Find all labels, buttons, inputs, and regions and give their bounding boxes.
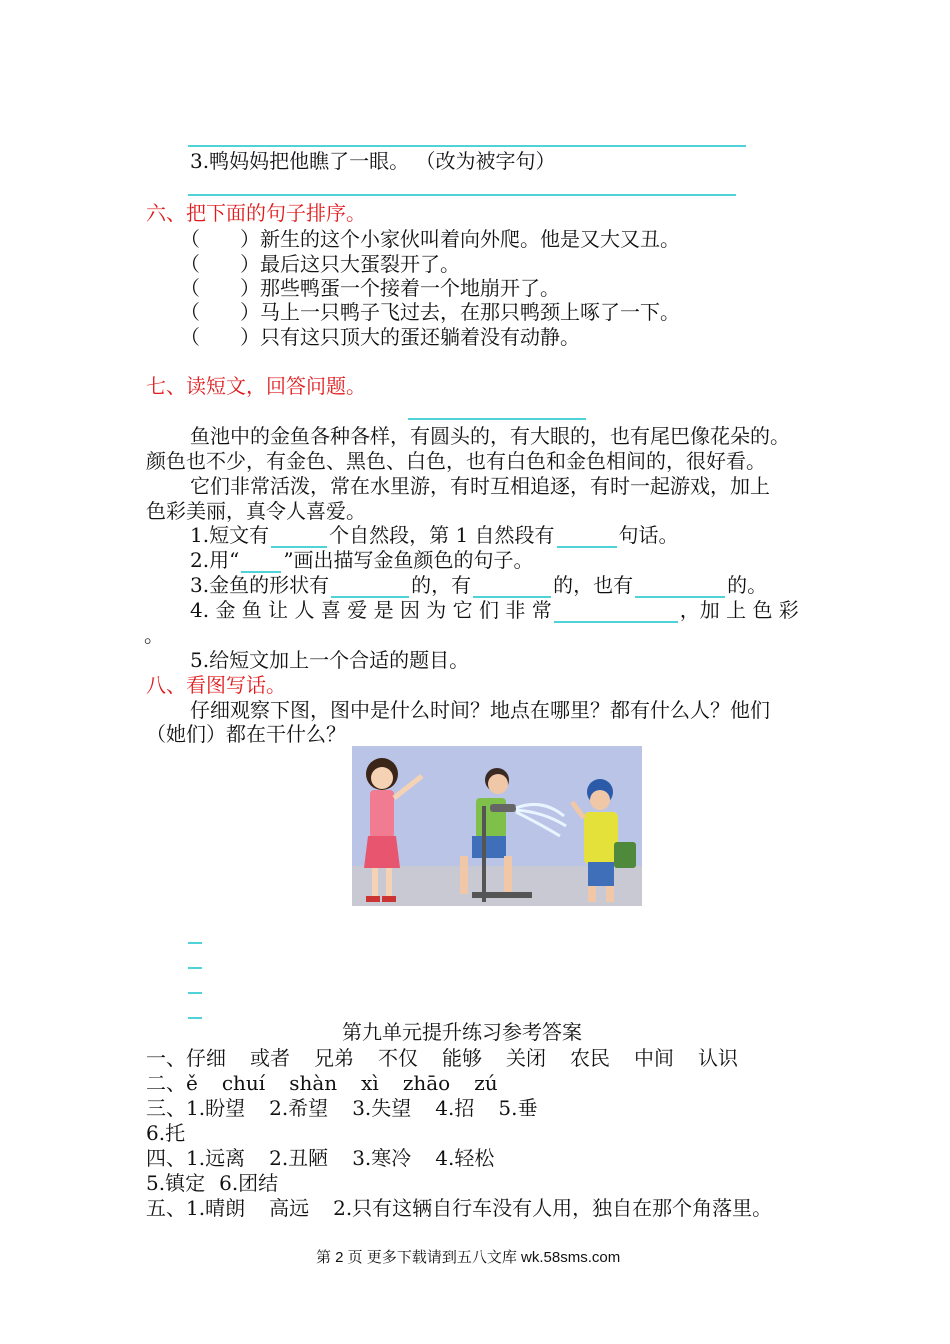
title-blank-line [408,418,586,420]
question-3 [190,572,767,598]
answer-word: 或者 [250,1046,290,1070]
answer-row-3b: 6.托 [146,1121,186,1145]
answer-item: 4.轻松 [435,1146,495,1170]
answer-item: 2.希望 [269,1096,329,1120]
q1-blank-2[interactable] [557,526,617,548]
answer-word: 仔细 [186,1046,226,1070]
order-item: （ ）那些鸭蛋一个接着一个地崩开了。 [180,276,560,300]
section8-prompt-line1: 仔细观察下图，图中是什么时间？地点在哪里？都有什么人？他们 [190,698,770,722]
pinyin: shàn [289,1071,338,1095]
answer-word: 中间 [634,1046,674,1070]
q1-blank-1[interactable] [271,526,327,548]
answer-item: 五、1.晴朗 [146,1196,246,1220]
question-1 [190,522,679,548]
answer-word: 能够 [442,1046,482,1070]
q2-blank[interactable] [241,551,281,573]
answer-row-2 [146,1070,498,1096]
answer-line-2 [188,194,736,196]
section5-q3: 3.鸭妈妈把他瞧了一眼。 （改为被字句） [190,149,556,173]
passage-p1-line2: 颜色也不少，有金色、黑色、白色，也有白色和金色相间的，很好看。 [146,449,766,473]
q3-text-b: 的，有 [411,573,472,597]
q3-text-c: 的，也有 [553,573,634,597]
answer-item: 2.只有这辆自行车没有人用，独自在那个角落里。 [333,1196,773,1220]
pinyin: ě [186,1071,198,1095]
q3-blank-3[interactable] [635,576,725,598]
answer-item: 5.镇定 [146,1171,206,1195]
section7-title: 七、读短文，回答问题。 [146,374,366,398]
answer-item: 三、1.盼望 [146,1096,246,1120]
q4-blank[interactable] [554,601,678,623]
answer-item: 3.失望 [352,1096,412,1120]
q3-text-d: 的。 [727,573,768,597]
writing-line[interactable] [188,992,202,994]
order-item: （ ）最后这只大蛋裂开了。 [180,252,460,276]
order-item: （ ）只有这只顶大的蛋还躺着没有动静。 [180,325,580,349]
answer-line-1 [188,145,746,147]
answer-word: 认识 [698,1046,738,1070]
section8-prompt-line2: （她们）都在干什么？ [146,722,346,746]
q1-text-c: 句话。 [618,523,679,547]
answer-item: 6.团结 [219,1171,279,1195]
q2-text-a: 2.用“ [190,548,240,572]
answer-row-3 [146,1095,537,1121]
question-5: 5.给短文加上一个合适的题目。 [190,648,470,672]
pinyin: zhāo [402,1071,451,1095]
q2-text-b: ”画出描写金鱼颜色的句子。 [283,548,534,572]
writing-line[interactable] [188,1017,202,1019]
answer-word: 兄弟 [314,1046,354,1070]
answer-item: 高远 [269,1196,310,1220]
order-item: （ ）新生的这个小家伙叫着向外爬。他是又大又丑。 [180,227,680,251]
question-4 [190,597,799,623]
writing-line[interactable] [188,942,202,944]
q3-text-a: 3.金鱼的形状有 [190,573,330,597]
passage-p2-line2: 色彩美丽，真令人喜爱。 [146,499,366,523]
order-item: （ ）马上一只鸭子飞过去，在那只鸭颈上啄了一下。 [180,300,680,324]
q1-text-a: 1.短文有 [190,523,270,547]
answer-row-5 [146,1195,772,1221]
answer-row-4 [146,1145,494,1171]
answer-item: 5.垂 [498,1096,538,1120]
answer-label: 二、 [146,1071,186,1095]
illustration-water-spray [352,746,642,906]
answer-word: 不仅 [378,1046,418,1070]
pinyin: zú [474,1071,498,1095]
answer-item: 2.丑陋 [269,1146,329,1170]
answer-item: 四、1.远离 [146,1146,246,1170]
section8-title: 八、看图写话。 [146,673,286,697]
answer-label: 一、 [146,1046,186,1070]
pinyin: xì [361,1071,379,1095]
pinyin: chuí [221,1071,266,1095]
answer-word: 关闭 [506,1046,546,1070]
illustration-svg [352,746,642,906]
answer-item: 4.招 [435,1096,475,1120]
section6-title: 六、把下面的句子排序。 [146,201,366,225]
passage-p1-line1: 鱼池中的金鱼各种各样，有圆头的，有大眼的，也有尾巴像花朵的。 [190,424,790,448]
q3-blank-1[interactable] [331,576,409,598]
q4-text-b: ，加 上 色 彩 [679,598,799,622]
q3-blank-2[interactable] [473,576,551,598]
answer-row-4b [146,1170,278,1196]
writing-line[interactable] [188,967,202,969]
q1-text-b: 个自然段，第 1 自然段有 [329,523,555,547]
page-footer: 第 2 页 更多下载请到五八文库 wk.58sms.com [316,1249,621,1266]
passage-p2-line1: 它们非常活泼，常在水里游，有时互相追逐，有时一起游戏，加上 [190,474,770,498]
answer-word: 农民 [570,1046,610,1070]
answer-item: 3.寒冷 [352,1146,412,1170]
question-4-tail: 。 [144,623,164,647]
q4-text-a: 4. 金 鱼 让 人 喜 爱 是 因 为 它 们 非 常 [190,598,552,622]
answer-row-1 [146,1045,738,1071]
question-2 [190,547,534,573]
answers-title: 第九单元提升练习参考答案 [342,1020,582,1044]
